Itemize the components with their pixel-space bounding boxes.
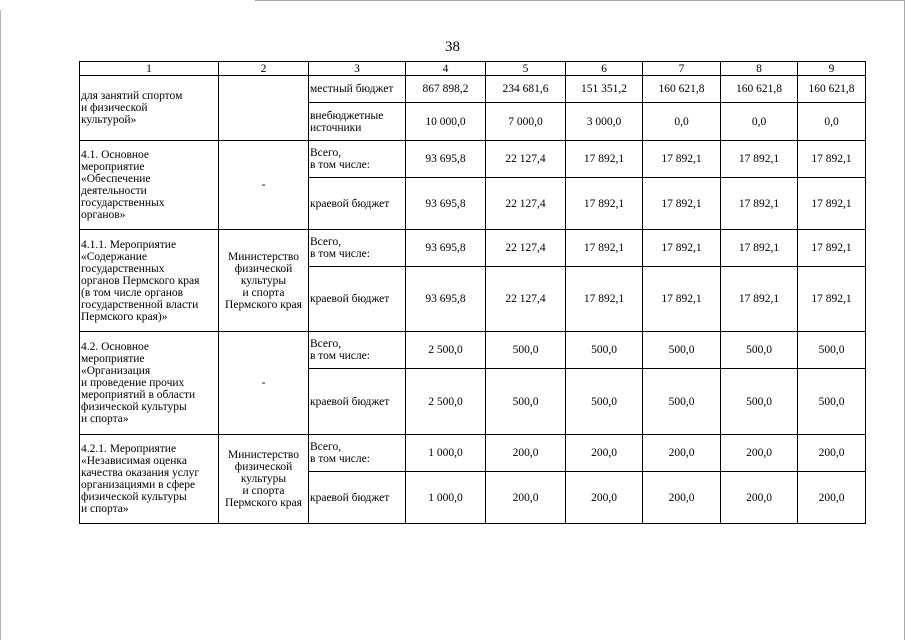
- amount-cell: 2 500,0: [406, 369, 486, 435]
- table-row: [80, 332, 866, 369]
- funding-source: краевой бюджет: [310, 197, 390, 210]
- amount-cell: 0,0: [643, 103, 721, 141]
- amount-cell: 0,0: [798, 103, 866, 141]
- executor-cell: [219, 230, 309, 332]
- amount-cell: 93 695,8: [406, 178, 486, 230]
- executor-name: Министерство физической культуры и спорта Пермского края: [225, 449, 302, 509]
- amount-cell: 500,0: [798, 369, 866, 435]
- column-header: 1: [80, 62, 219, 76]
- amount-cell: 234 681,6: [486, 76, 566, 103]
- funding-source: Всего, в том числе:: [310, 441, 370, 465]
- activity-name-cell: [80, 141, 219, 230]
- amount-cell: 200,0: [798, 472, 866, 524]
- page-edge-left: [0, 10, 1, 640]
- amount-cell: 500,0: [566, 369, 643, 435]
- table-body: [80, 76, 866, 524]
- budget-table: [79, 61, 866, 524]
- amount-cell: 17 892,1: [643, 141, 721, 178]
- amount-cell: 200,0: [566, 472, 643, 524]
- funding-source: краевой бюджет: [310, 395, 390, 408]
- activity-name: 4.2.1. Мероприятие «Независимая оценка качества оказания услуг организациями в сфере физической культуры и спорта»: [81, 443, 200, 515]
- amount-cell: 22 127,4: [486, 178, 566, 230]
- activity-name-cell: [80, 332, 219, 435]
- amount-cell: 3 000,0: [566, 103, 643, 141]
- header-row: [80, 62, 866, 76]
- amount-cell: 500,0: [798, 332, 866, 369]
- funding-source: внебюджетные источники: [310, 109, 384, 134]
- column-header: 3: [309, 62, 406, 76]
- funding-source-cell: [309, 178, 406, 230]
- page-number: 38: [445, 39, 460, 55]
- amount-cell: 17 892,1: [643, 178, 721, 230]
- executor-name: Министерство физической культуры и спорта Пермского края: [225, 250, 302, 311]
- amount-cell: 93 695,8: [406, 230, 486, 267]
- amount-cell: 17 892,1: [798, 141, 866, 178]
- amount-cell: 867 898,2: [406, 76, 486, 103]
- column-header: 9: [798, 62, 866, 76]
- funding-source-cell: [309, 76, 406, 103]
- funding-source: Всего, в том числе:: [310, 147, 370, 171]
- amount-cell: 500,0: [566, 332, 643, 369]
- amount-cell: 160 621,8: [798, 76, 866, 103]
- amount-cell: 93 695,8: [406, 141, 486, 178]
- activity-name: для занятий спортом и физической культурой»: [81, 90, 183, 126]
- amount-cell: 200,0: [643, 472, 721, 524]
- amount-cell: 22 127,4: [486, 230, 566, 267]
- amount-cell: 17 892,1: [566, 267, 643, 332]
- table-row: [80, 141, 866, 178]
- executor-cell: [219, 435, 309, 524]
- executor-cell: [219, 141, 309, 230]
- amount-cell: 17 892,1: [721, 267, 798, 332]
- amount-cell: 500,0: [721, 369, 798, 435]
- funding-source: Всего, в том числе:: [310, 338, 370, 362]
- amount-cell: 17 892,1: [721, 141, 798, 178]
- funding-source-cell: [309, 369, 406, 435]
- funding-source-cell: [309, 267, 406, 332]
- funding-source: краевой бюджет: [310, 491, 390, 504]
- funding-source: Всего, в том числе:: [310, 236, 370, 260]
- table-row: [80, 435, 866, 472]
- amount-cell: 17 892,1: [643, 230, 721, 267]
- amount-cell: 500,0: [486, 369, 566, 435]
- column-header: 6: [566, 62, 643, 76]
- amount-cell: 1 000,0: [406, 435, 486, 472]
- column-header: 5: [486, 62, 566, 76]
- column-header: 2: [219, 62, 309, 76]
- amount-cell: 93 695,8: [406, 267, 486, 332]
- amount-cell: 151 351,2: [566, 76, 643, 103]
- executor-name: -: [261, 377, 266, 389]
- amount-cell: 0,0: [721, 103, 798, 141]
- amount-cell: 17 892,1: [721, 230, 798, 267]
- executor-cell: [219, 332, 309, 435]
- funding-source-cell: [309, 103, 406, 141]
- amount-cell: 500,0: [643, 332, 721, 369]
- amount-cell: 22 127,4: [486, 141, 566, 178]
- amount-cell: 200,0: [721, 435, 798, 472]
- amount-cell: 10 000,0: [406, 103, 486, 141]
- column-header: 8: [721, 62, 798, 76]
- funding-source: краевой бюджет: [310, 293, 390, 305]
- activity-name: 4.1. Основное мероприятие «Обеспечение деятельности государственных органов»: [81, 149, 165, 221]
- activity-name-cell: [80, 76, 219, 141]
- funding-source-cell: [309, 332, 406, 369]
- column-header: 7: [643, 62, 721, 76]
- funding-source: местный бюджет: [310, 83, 394, 95]
- amount-cell: 7 000,0: [486, 103, 566, 141]
- funding-source-cell: [309, 141, 406, 178]
- amount-cell: 17 892,1: [798, 230, 866, 267]
- amount-cell: 17 892,1: [566, 141, 643, 178]
- executor-cell: [219, 76, 309, 141]
- table-row: [80, 230, 866, 267]
- amount-cell: 200,0: [721, 472, 798, 524]
- amount-cell: 2 500,0: [406, 332, 486, 369]
- amount-cell: 17 892,1: [566, 230, 643, 267]
- amount-cell: 200,0: [566, 435, 643, 472]
- funding-source-cell: [309, 472, 406, 524]
- amount-cell: 17 892,1: [721, 178, 798, 230]
- amount-cell: 500,0: [486, 332, 566, 369]
- amount-cell: 17 892,1: [798, 178, 866, 230]
- amount-cell: 500,0: [721, 332, 798, 369]
- amount-cell: 160 621,8: [643, 76, 721, 103]
- activity-name: 4.1.1. Мероприятие «Содержание государственных органов Пермского края (в том числе органов государственной власти Пермского края)»: [81, 238, 200, 323]
- amount-cell: 200,0: [798, 435, 866, 472]
- funding-source-cell: [309, 435, 406, 472]
- amount-cell: 200,0: [486, 435, 566, 472]
- amount-cell: 17 892,1: [643, 267, 721, 332]
- column-header: 4: [406, 62, 486, 76]
- amount-cell: 200,0: [486, 472, 566, 524]
- amount-cell: 17 892,1: [798, 267, 866, 332]
- table-row: [80, 76, 866, 103]
- executor-name: -: [261, 179, 266, 191]
- amount-cell: 22 127,4: [486, 267, 566, 332]
- activity-name: 4.2. Основное мероприятие «Организация и проведение прочих мероприятий в области физической культуры и спорта»: [81, 341, 196, 425]
- amount-cell: 1 000,0: [406, 472, 486, 524]
- amount-cell: 500,0: [643, 369, 721, 435]
- activity-name-cell: [80, 230, 219, 332]
- amount-cell: 200,0: [643, 435, 721, 472]
- amount-cell: 17 892,1: [566, 178, 643, 230]
- funding-source-cell: [309, 230, 406, 267]
- page-edge-top: [255, 0, 905, 1]
- amount-cell: 160 621,8: [721, 76, 798, 103]
- activity-name-cell: [80, 435, 219, 524]
